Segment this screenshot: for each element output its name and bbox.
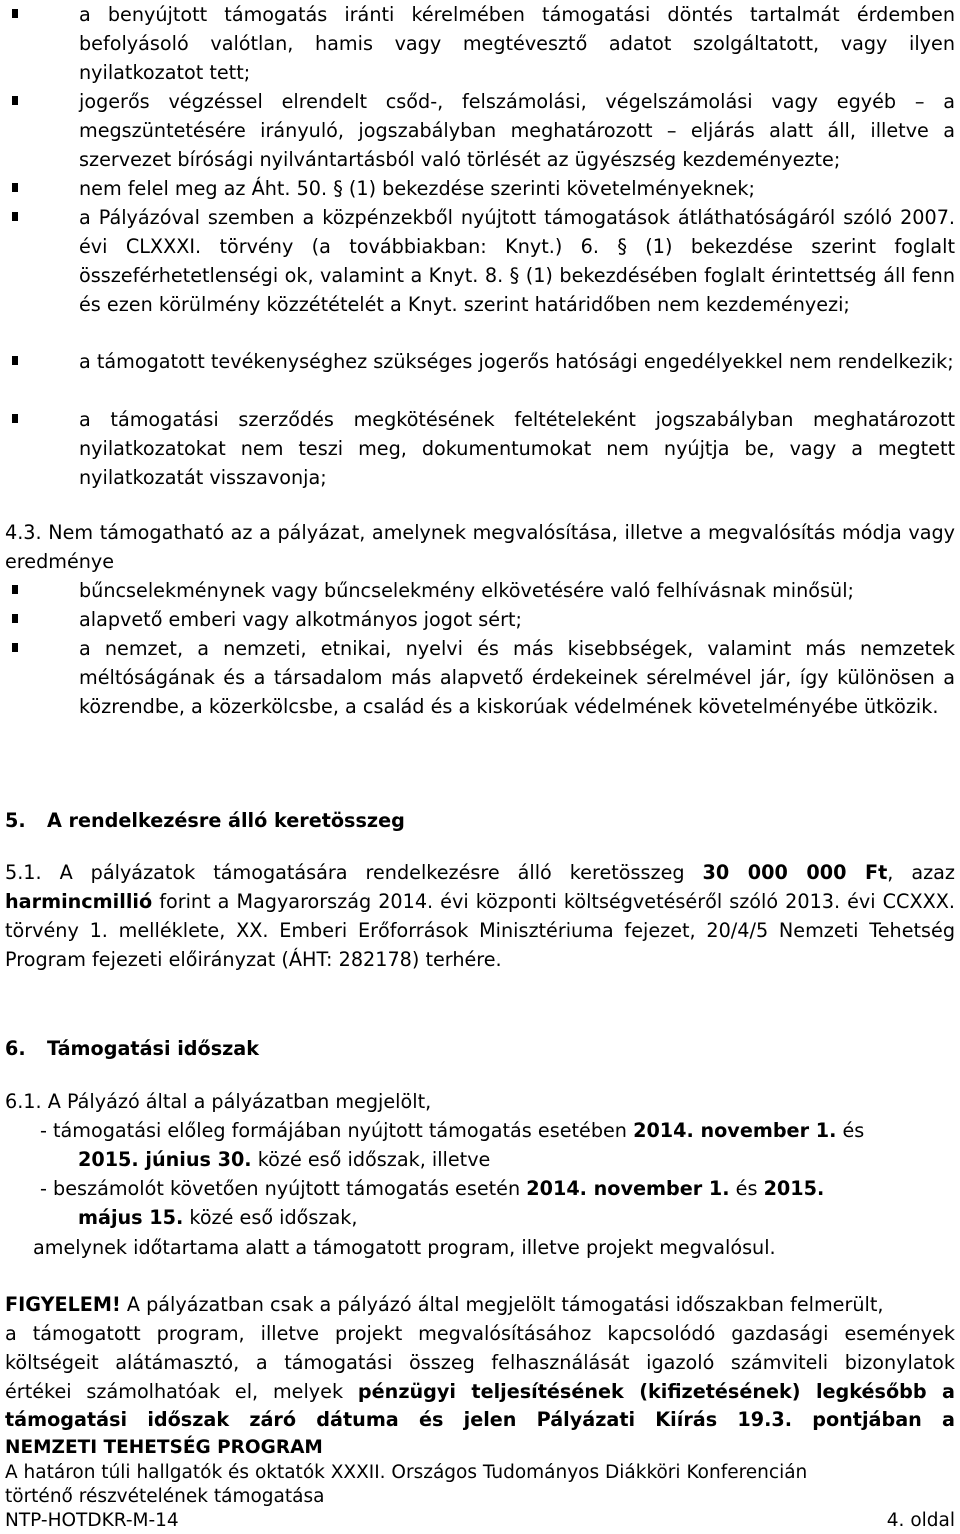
- paragraph-text: , azaz: [887, 861, 955, 884]
- warning-line-2: a támogatott program, illetve projekt megvalósításához kapcsolódó gazdasági események: [5, 1322, 955, 1345]
- section-6-heading: [5, 1034, 960, 1063]
- amount: 30 000 000 Ft: [702, 861, 888, 884]
- section-text: Nem támogatható az a pályázat, amelynek megvalósítása, illetve a megvalósítás módja vagy eredménye: [5, 521, 955, 573]
- list-item: bűncselekménynek vagy bűncselekmény elkövetésére való felhívásnak minősül;: [79, 579, 854, 602]
- warning-line-5: támogatási időszak záró dátuma és jelen Pályázati Kiírás 19.3. pontjában a: [5, 1408, 955, 1431]
- list-item: a nemzet, a nemzeti, etnikai, nyelvi és más kisebbségek, valamint más nemzetek méltóságának és a társadalom más alapvető érdekeinek sérelmével jár, így különösen a közrendbe, a közerkölcsbe, a család és a kiskorúak védelmének követelményébe ütközik.: [79, 637, 955, 718]
- date: 2014. november 1.: [526, 1177, 730, 1200]
- section-number: 4.3.: [5, 521, 42, 544]
- bullet-marker: [12, 414, 18, 423]
- date: 2014. november 1.: [633, 1119, 837, 1142]
- paragraph-text: A pályázatok támogatására rendelkezésre álló keretösszeg: [59, 861, 685, 884]
- list-item: a támogatási szerződés megkötésének feltételeként jogszabályban meghatározott nyilatkozatokat nem teszi meg, dokumentumokat nem nyújtja be, vagy a megtett nyilatkozatát visszavonja;: [79, 408, 955, 489]
- item-text: - támogatási előleg formájában nyújtott támogatás esetében: [40, 1119, 627, 1142]
- warning-emphasis: pénzügyi teljesítésének (kifizetésének) legkésőbb a: [357, 1380, 955, 1403]
- list-item: a Pályázóval szemben a közpénzekből nyújtott támogatások átláthatóságáról szóló 2007. évi CLXXXI. törvény (a továbbiakban: Knyt.) 6. § (1) bekezdése szerint foglalt összeférhetetlenségi ok, valamint a Knyt. 8. § (1) bekezdésében foglalt érintettség áll fenn és ezen körülmény közzétételét a Knyt. szerint határidőben nem kezdeményezi;: [79, 206, 955, 316]
- date: május 15.: [78, 1206, 184, 1229]
- item-text: és: [735, 1177, 758, 1200]
- date: 2015.: [763, 1177, 825, 1200]
- page-number: 4. oldal: [886, 1510, 955, 1531]
- footer-title-line: történő részvételének támogatása: [5, 1486, 325, 1507]
- section-6-1-intro: [5, 1087, 960, 1116]
- heading-number: 6.: [5, 1037, 26, 1060]
- paragraph-text: forint a Magyarország 2014. évi központi költségvetéséről szóló 2013. évi CCXXX. törvény 1. melléklete, XX. Emberi Erőforrások Minisztériuma fejezet, 20/4/5 Nemzeti Tehetség Program fejezeti előirányzat (ÁHT: 282178) terhére.: [5, 890, 955, 971]
- bullet-marker: [12, 585, 18, 594]
- bullet-marker: [12, 183, 18, 192]
- period-item-1: [40, 1116, 955, 1174]
- warning-text: A pályázatban csak a pályázó által megjelölt támogatási időszakban felmerült,: [126, 1293, 884, 1316]
- warning-line-3: költségeit alátámasztó, a támogatási összeg felhasználását igazoló számviteli bizonylatok: [5, 1351, 955, 1374]
- date: 2015. június 30.: [78, 1148, 252, 1171]
- footer-title-line: A határon túli hallgatók és oktatók XXXII. Országos Tudományos Diákköri Konferencián: [5, 1462, 808, 1483]
- warning-line-1: [5, 1290, 960, 1319]
- heading-text: Támogatási időszak: [47, 1037, 260, 1060]
- section-number: 5.1.: [5, 861, 42, 884]
- bullet-marker: [12, 614, 18, 623]
- bullet-marker: [12, 96, 18, 105]
- bullet-marker: [12, 356, 18, 365]
- section-6-closing: amelynek időtartama alatt a támogatott program, illetve projekt megvalósul.: [33, 1236, 776, 1259]
- section-number: 6.1.: [5, 1090, 42, 1113]
- list-item: alapvető emberi vagy alkotmányos jogot sért;: [79, 608, 522, 631]
- item-text: és: [842, 1119, 865, 1142]
- list-item: a támogatott tevékenységhez szükséges jogerős hatósági engedélyekkel nem rendelkezik;: [79, 350, 954, 373]
- footer-code: NTP-HOTDKR-M-14: [5, 1510, 179, 1531]
- list-item: jogerős végzéssel elrendelt csőd-, felszámolási, végelszámolási vagy egyéb – a megszüntetésére irányuló, jogszabályban meghatározott – eljárás alatt áll, illetve a szervezet bírósági nyilvántartásból való törlését az ügyészség kezdeményezte;: [79, 90, 955, 171]
- warning-text: értékei számolhatóak el, melyek: [5, 1380, 344, 1403]
- bullet-marker: [12, 643, 18, 652]
- footer-program: NEMZETI TEHETSÉG PROGRAM: [5, 1437, 323, 1458]
- section-4-3-paragraph: [5, 518, 955, 576]
- warning-label: FIGYELEM!: [5, 1293, 121, 1316]
- period-item-2: [40, 1174, 955, 1232]
- item-text: közé eső időszak, illetve: [257, 1148, 491, 1171]
- heading-number: 5.: [5, 809, 26, 832]
- amount-words: harmincmillió: [5, 890, 153, 913]
- item-text: - beszámolót követően nyújtott támogatás esetén: [40, 1177, 521, 1200]
- list-item: nem felel meg az Áht. 50. § (1) bekezdése szerinti követelményeknek;: [79, 177, 756, 200]
- bullet-marker: [12, 212, 18, 221]
- list-item: a benyújtott támogatás iránti kérelmében támogatási döntés tartalmát érdemben befolyásoló valótlan, hamis vagy megtévesztő adatot szolgáltatott, vagy ilyen nyilatkozatot tett;: [79, 3, 955, 84]
- section-5-heading: [5, 806, 960, 835]
- section-5-1-paragraph: [5, 858, 955, 974]
- paragraph-text: A Pályázó által a pályázatban megjelölt,: [47, 1090, 432, 1113]
- item-text: közé eső időszak,: [189, 1206, 358, 1229]
- heading-text: A rendelkezésre álló keretösszeg: [47, 809, 405, 832]
- warning-line-4: [5, 1377, 955, 1406]
- bullet-marker: [12, 9, 18, 18]
